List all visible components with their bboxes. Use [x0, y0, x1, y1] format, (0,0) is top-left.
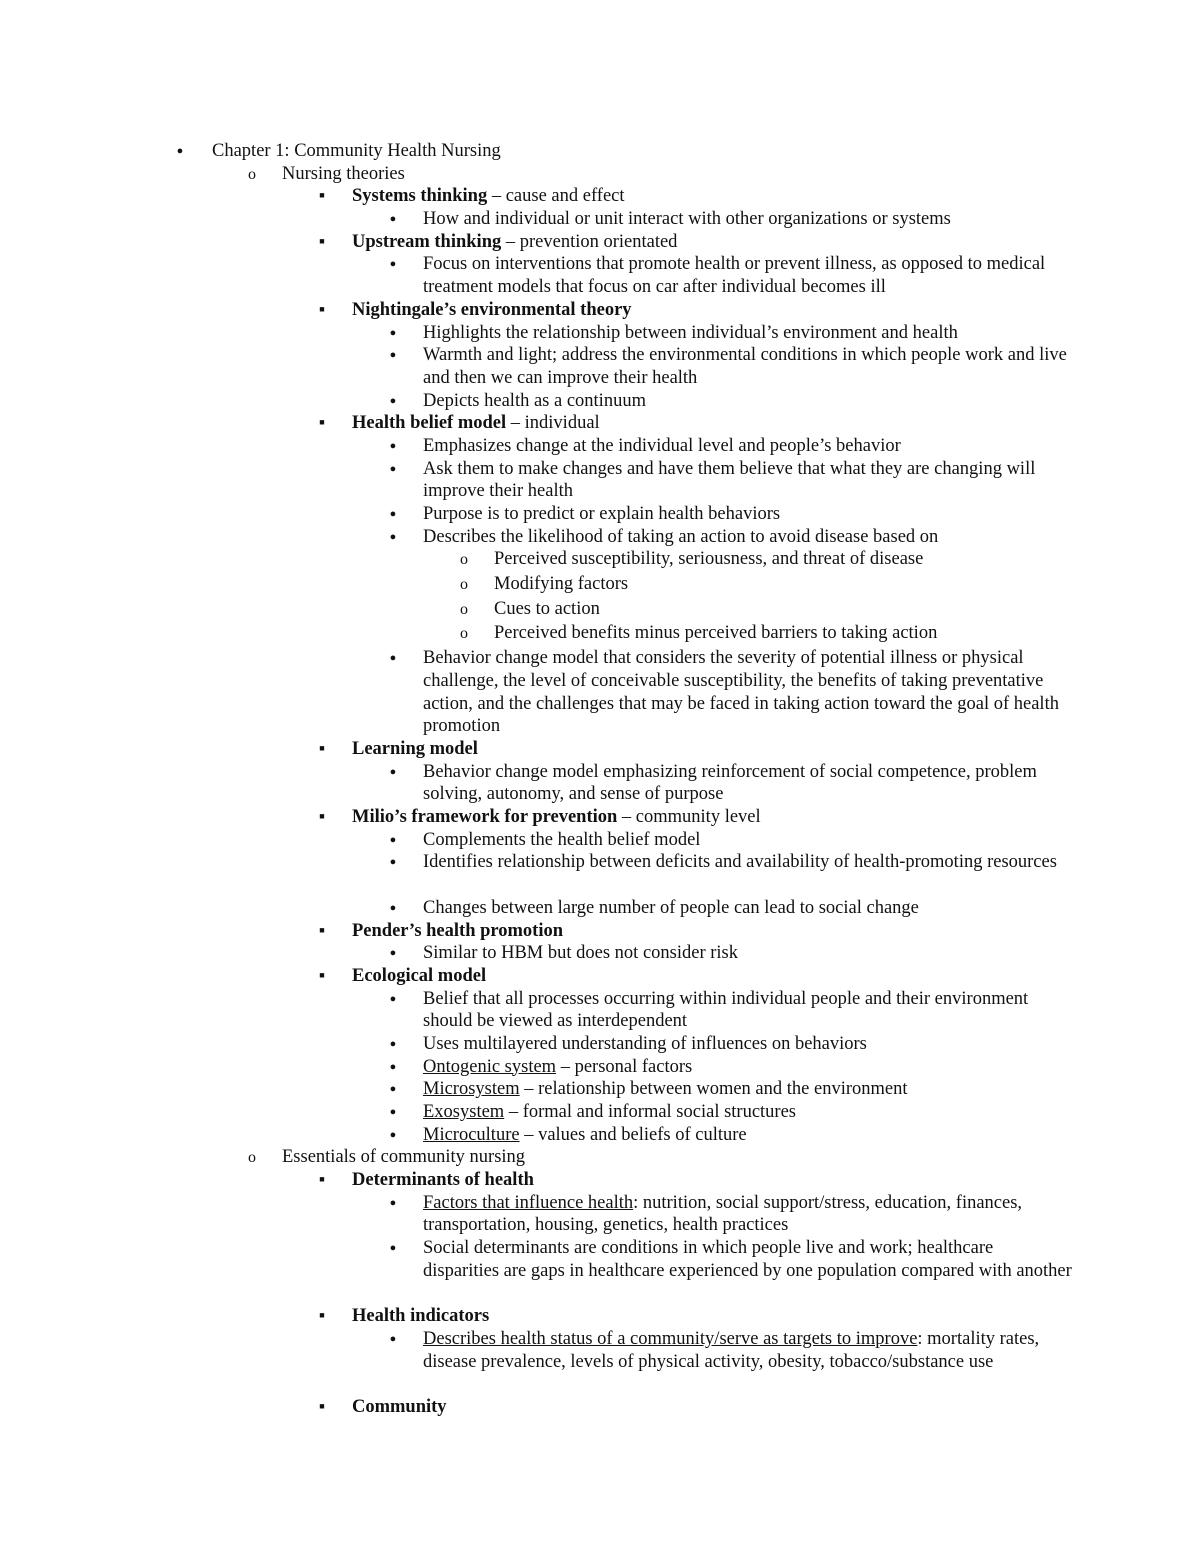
heading-term: Nightingale’s environmental theory	[352, 299, 632, 320]
bullet-circle-icon	[242, 1146, 262, 1170]
bullet-circle-icon	[454, 573, 474, 597]
text-run: Modifying factors	[494, 574, 629, 595]
outline-item	[0, 1146, 1200, 1169]
outline-item	[0, 503, 1200, 526]
outline-item	[0, 1124, 1200, 1147]
outline-item	[0, 942, 1200, 965]
outline-item	[0, 163, 1200, 186]
text-run: : nutrition, social support/stress, education, finances, transportation, housing, genetics, health practices	[423, 1192, 1023, 1236]
text-run: Behavior change model emphasizing reinforcement of social competence, problem solving, autonomy, and sense of purpose	[423, 761, 1037, 805]
bullet-square-icon	[312, 806, 332, 831]
outline-item	[0, 573, 1200, 598]
bullet-dot-icon	[383, 897, 403, 922]
bullet-square-icon	[312, 738, 332, 763]
outline-item-text	[494, 548, 1074, 571]
text-run: – relationship between women and the environment	[519, 1079, 908, 1100]
text-run: Depicts health as a continuum	[423, 390, 646, 411]
outline-item	[0, 897, 1200, 920]
outline-item	[0, 435, 1200, 458]
outline-item	[0, 140, 1200, 163]
text-run: Emphasizes change at the individual level and people’s behavior	[423, 435, 901, 456]
bullet-circle-icon	[454, 548, 474, 572]
outline-item-text	[423, 988, 1073, 1033]
outline-item	[0, 208, 1200, 231]
bullet-square-icon	[312, 1169, 332, 1194]
bullet-square-icon	[312, 185, 332, 210]
text-run: Nursing theories	[282, 163, 405, 184]
outline-item-text	[423, 761, 1073, 806]
bullet-dot-icon	[383, 253, 403, 278]
outline-item	[0, 988, 1200, 1033]
bullet-dot-icon	[383, 1328, 403, 1353]
bullet-dot-icon	[383, 761, 403, 786]
outline-item	[0, 231, 1200, 254]
bullet-dot-icon	[383, 390, 403, 415]
bullet-dot-icon	[383, 647, 403, 672]
bullet-square-icon	[312, 412, 332, 437]
heading-term: Systems thinking	[352, 186, 488, 207]
outline-item	[0, 1237, 1200, 1305]
heading-term: Health belief model	[352, 413, 507, 434]
heading-term: Determinants of health	[352, 1170, 534, 1191]
bullet-dot-icon	[383, 208, 403, 233]
bullet-dot-icon	[383, 1056, 403, 1081]
text-run: Social determinants are conditions in which people live and work; healthcare disparities are gaps in healthcare experienced by one population compared with another	[423, 1238, 1072, 1281]
outline-item-text	[423, 942, 1073, 965]
bullet-dot-icon	[383, 526, 403, 551]
bullet-square-icon	[312, 1396, 332, 1421]
bullet-square-icon	[312, 920, 332, 945]
outline-item	[0, 647, 1200, 738]
outline-item-text	[352, 1305, 1092, 1328]
outline-item	[0, 965, 1200, 988]
text-run: Cues to action	[494, 598, 600, 619]
outline-item	[0, 738, 1200, 761]
outline-item	[0, 920, 1200, 943]
outline-item-text	[423, 1078, 1073, 1101]
text-run: : mortality rates, disease prevalence, levels of physical activity, obesity, tobacco/substance use	[423, 1328, 1040, 1372]
outline-item-text	[352, 806, 1092, 829]
bullet-square-icon	[312, 1305, 332, 1330]
text-run: Uses multilayered understanding of influences on behaviors	[423, 1033, 867, 1054]
outline-item-text	[423, 829, 1073, 852]
outline-item	[0, 1078, 1200, 1101]
text-run: – community level	[617, 807, 761, 828]
underlined-term: Factors that influence health	[423, 1192, 634, 1213]
bullet-dot-icon	[383, 322, 403, 347]
outline-item-text	[494, 622, 1074, 645]
outline-item	[0, 761, 1200, 806]
document-page	[0, 140, 1200, 1419]
outline-item-text	[423, 1124, 1073, 1147]
outline-item-text	[423, 458, 1073, 503]
bullet-circle-icon	[242, 163, 262, 187]
text-run: – values and beliefs of culture	[519, 1124, 747, 1145]
outline-item	[0, 299, 1200, 322]
outline-item-text	[352, 738, 1092, 761]
outline-item	[0, 1056, 1200, 1079]
outline-item	[0, 1192, 1200, 1237]
outline-item-text	[352, 1169, 1092, 1192]
outline-item-text	[282, 1146, 1092, 1169]
bullet-dot-icon	[383, 1078, 403, 1103]
outline-item-text	[423, 1033, 1073, 1056]
outline-item	[0, 253, 1200, 298]
bullet-square-icon	[312, 965, 332, 990]
outline-item-text	[352, 185, 1092, 208]
outline-item-text	[423, 1328, 1073, 1373]
outline-item	[0, 1328, 1200, 1396]
outline-item-text	[423, 503, 1073, 526]
underlined-term: Ontogenic system	[423, 1056, 557, 1077]
outline-item	[0, 829, 1200, 852]
outline-item-text	[423, 435, 1073, 458]
text-run: Perceived susceptibility, seriousness, and threat of disease	[494, 549, 924, 570]
outline-item-text	[423, 897, 1073, 920]
bullet-dot-icon	[383, 435, 403, 460]
outline-item	[0, 806, 1200, 829]
heading-term: Pender’s health promotion	[352, 920, 564, 941]
outline-item-text	[423, 253, 1073, 298]
outline-item	[0, 458, 1200, 503]
outline-item-text	[352, 1396, 1092, 1419]
outline-item	[0, 412, 1200, 435]
outline-item-text	[423, 390, 1073, 413]
text-run: Behavior change model that considers the severity of potential illness or physical challenge, the level of conceivable susceptibility, the benefits of taking preventative action, and the challenges that may be faced in taking action toward the goal of health promotion	[423, 648, 1059, 737]
outline-item	[0, 526, 1200, 549]
outline-item	[0, 851, 1200, 896]
outline-item	[0, 1305, 1200, 1328]
bullet-dot-icon	[383, 851, 403, 876]
outline-item-text	[423, 526, 1073, 549]
bullet-dot-icon	[383, 829, 403, 854]
text-run: Perceived benefits minus perceived barriers to taking action	[494, 623, 938, 644]
text-run: How and individual or unit interact with other organizations or systems	[423, 209, 951, 230]
bullet-circle-icon	[454, 622, 474, 646]
bullet-dot-icon	[383, 1192, 403, 1217]
text-run: Describes the likelihood of taking an action to avoid disease based on	[423, 526, 939, 547]
bullet-dot-icon	[383, 1237, 403, 1262]
outline-item	[0, 1101, 1200, 1124]
bullet-circle-icon	[454, 598, 474, 622]
outline-item-text	[423, 322, 1073, 345]
heading-term: Ecological model	[352, 965, 487, 986]
underlined-term: Exosystem	[423, 1102, 505, 1123]
text-run: – formal and informal social structures	[504, 1102, 797, 1123]
outline-item-text	[352, 299, 1092, 322]
text-run: – cause and effect	[487, 186, 625, 207]
bullet-square-icon	[312, 231, 332, 256]
text-run: – individual	[506, 413, 600, 434]
outline-item-text	[423, 1192, 1073, 1237]
outline-item	[0, 1169, 1200, 1192]
heading-term: Health indicators	[352, 1306, 490, 1327]
text-run: Warmth and light; address the environmental conditions in which people work and live and then we can improve their health	[423, 345, 1067, 388]
underlined-term: Microculture	[423, 1124, 520, 1145]
outline-item	[0, 598, 1200, 623]
text-run: Focus on interventions that promote health or prevent illness, as opposed to medical treatment models that focus on car after individual becomes ill	[423, 254, 1046, 298]
bullet-dot-icon	[383, 344, 403, 369]
text-run: Similar to HBM but does not consider risk	[423, 943, 738, 964]
heading-term: Milio’s framework for prevention	[352, 807, 618, 828]
outline-item-text	[423, 1237, 1073, 1282]
outline-item-text	[212, 140, 1092, 163]
text-run: Identifies relationship between deficits and availability of health-promoting resources	[423, 852, 1057, 873]
outline-item	[0, 322, 1200, 345]
bullet-dot-icon	[383, 503, 403, 528]
bullet-dot-icon	[383, 458, 403, 483]
text-run: – personal factors	[556, 1056, 693, 1077]
text-run: Highlights the relationship between individual’s environment and health	[423, 322, 958, 343]
outline-item-text	[494, 598, 1074, 621]
text-run: – prevention orientated	[501, 231, 678, 252]
outline-item	[0, 185, 1200, 208]
outline-item	[0, 622, 1200, 647]
text-run: Changes between large number of people can lead to social change	[423, 897, 919, 918]
outline-item	[0, 548, 1200, 573]
outline-item-text	[423, 647, 1073, 738]
text-run: Chapter 1: Community Health Nursing	[212, 141, 501, 161]
bullet-dot-icon	[170, 140, 190, 165]
heading-term: Upstream thinking	[352, 231, 502, 252]
outline-item	[0, 1033, 1200, 1056]
bullet-dot-icon	[383, 1033, 403, 1058]
outline-item-text	[494, 573, 1074, 596]
outline-item-text	[423, 344, 1073, 389]
outline-item-text	[423, 851, 1073, 874]
outline-item	[0, 344, 1200, 389]
text-run: Ask them to make changes and have them believe that what they are changing will improve their health	[423, 458, 1036, 502]
outline-item-text	[423, 1101, 1073, 1124]
heading-term: Learning model	[352, 738, 478, 759]
text-run: Complements the health belief model	[423, 829, 701, 850]
heading-term: Community	[352, 1397, 447, 1418]
bullet-dot-icon	[383, 1101, 403, 1126]
underlined-term: Describes health status of a community/serve as targets to improve	[423, 1328, 918, 1349]
outline-item	[0, 390, 1200, 413]
text-run: Purpose is to predict or explain health behaviors	[423, 504, 781, 525]
bullet-square-icon	[312, 299, 332, 324]
outline-item-text	[352, 920, 1092, 943]
outline-item-text	[423, 1056, 1073, 1079]
outline-item-text	[423, 208, 1073, 231]
underlined-term: Microsystem	[423, 1079, 520, 1100]
text-run: Belief that all processes occurring within individual people and their environment should be viewed as interdependent	[423, 988, 1029, 1032]
bullet-dot-icon	[383, 1124, 403, 1149]
bullet-dot-icon	[383, 942, 403, 967]
outline-item-text	[352, 412, 1092, 435]
outline-item-text	[352, 965, 1092, 988]
outline-item	[0, 1396, 1200, 1419]
bullet-dot-icon	[383, 988, 403, 1013]
text-run: Essentials of community nursing	[282, 1147, 526, 1168]
outline-item-text	[352, 231, 1092, 254]
outline-item-text	[282, 163, 1092, 186]
